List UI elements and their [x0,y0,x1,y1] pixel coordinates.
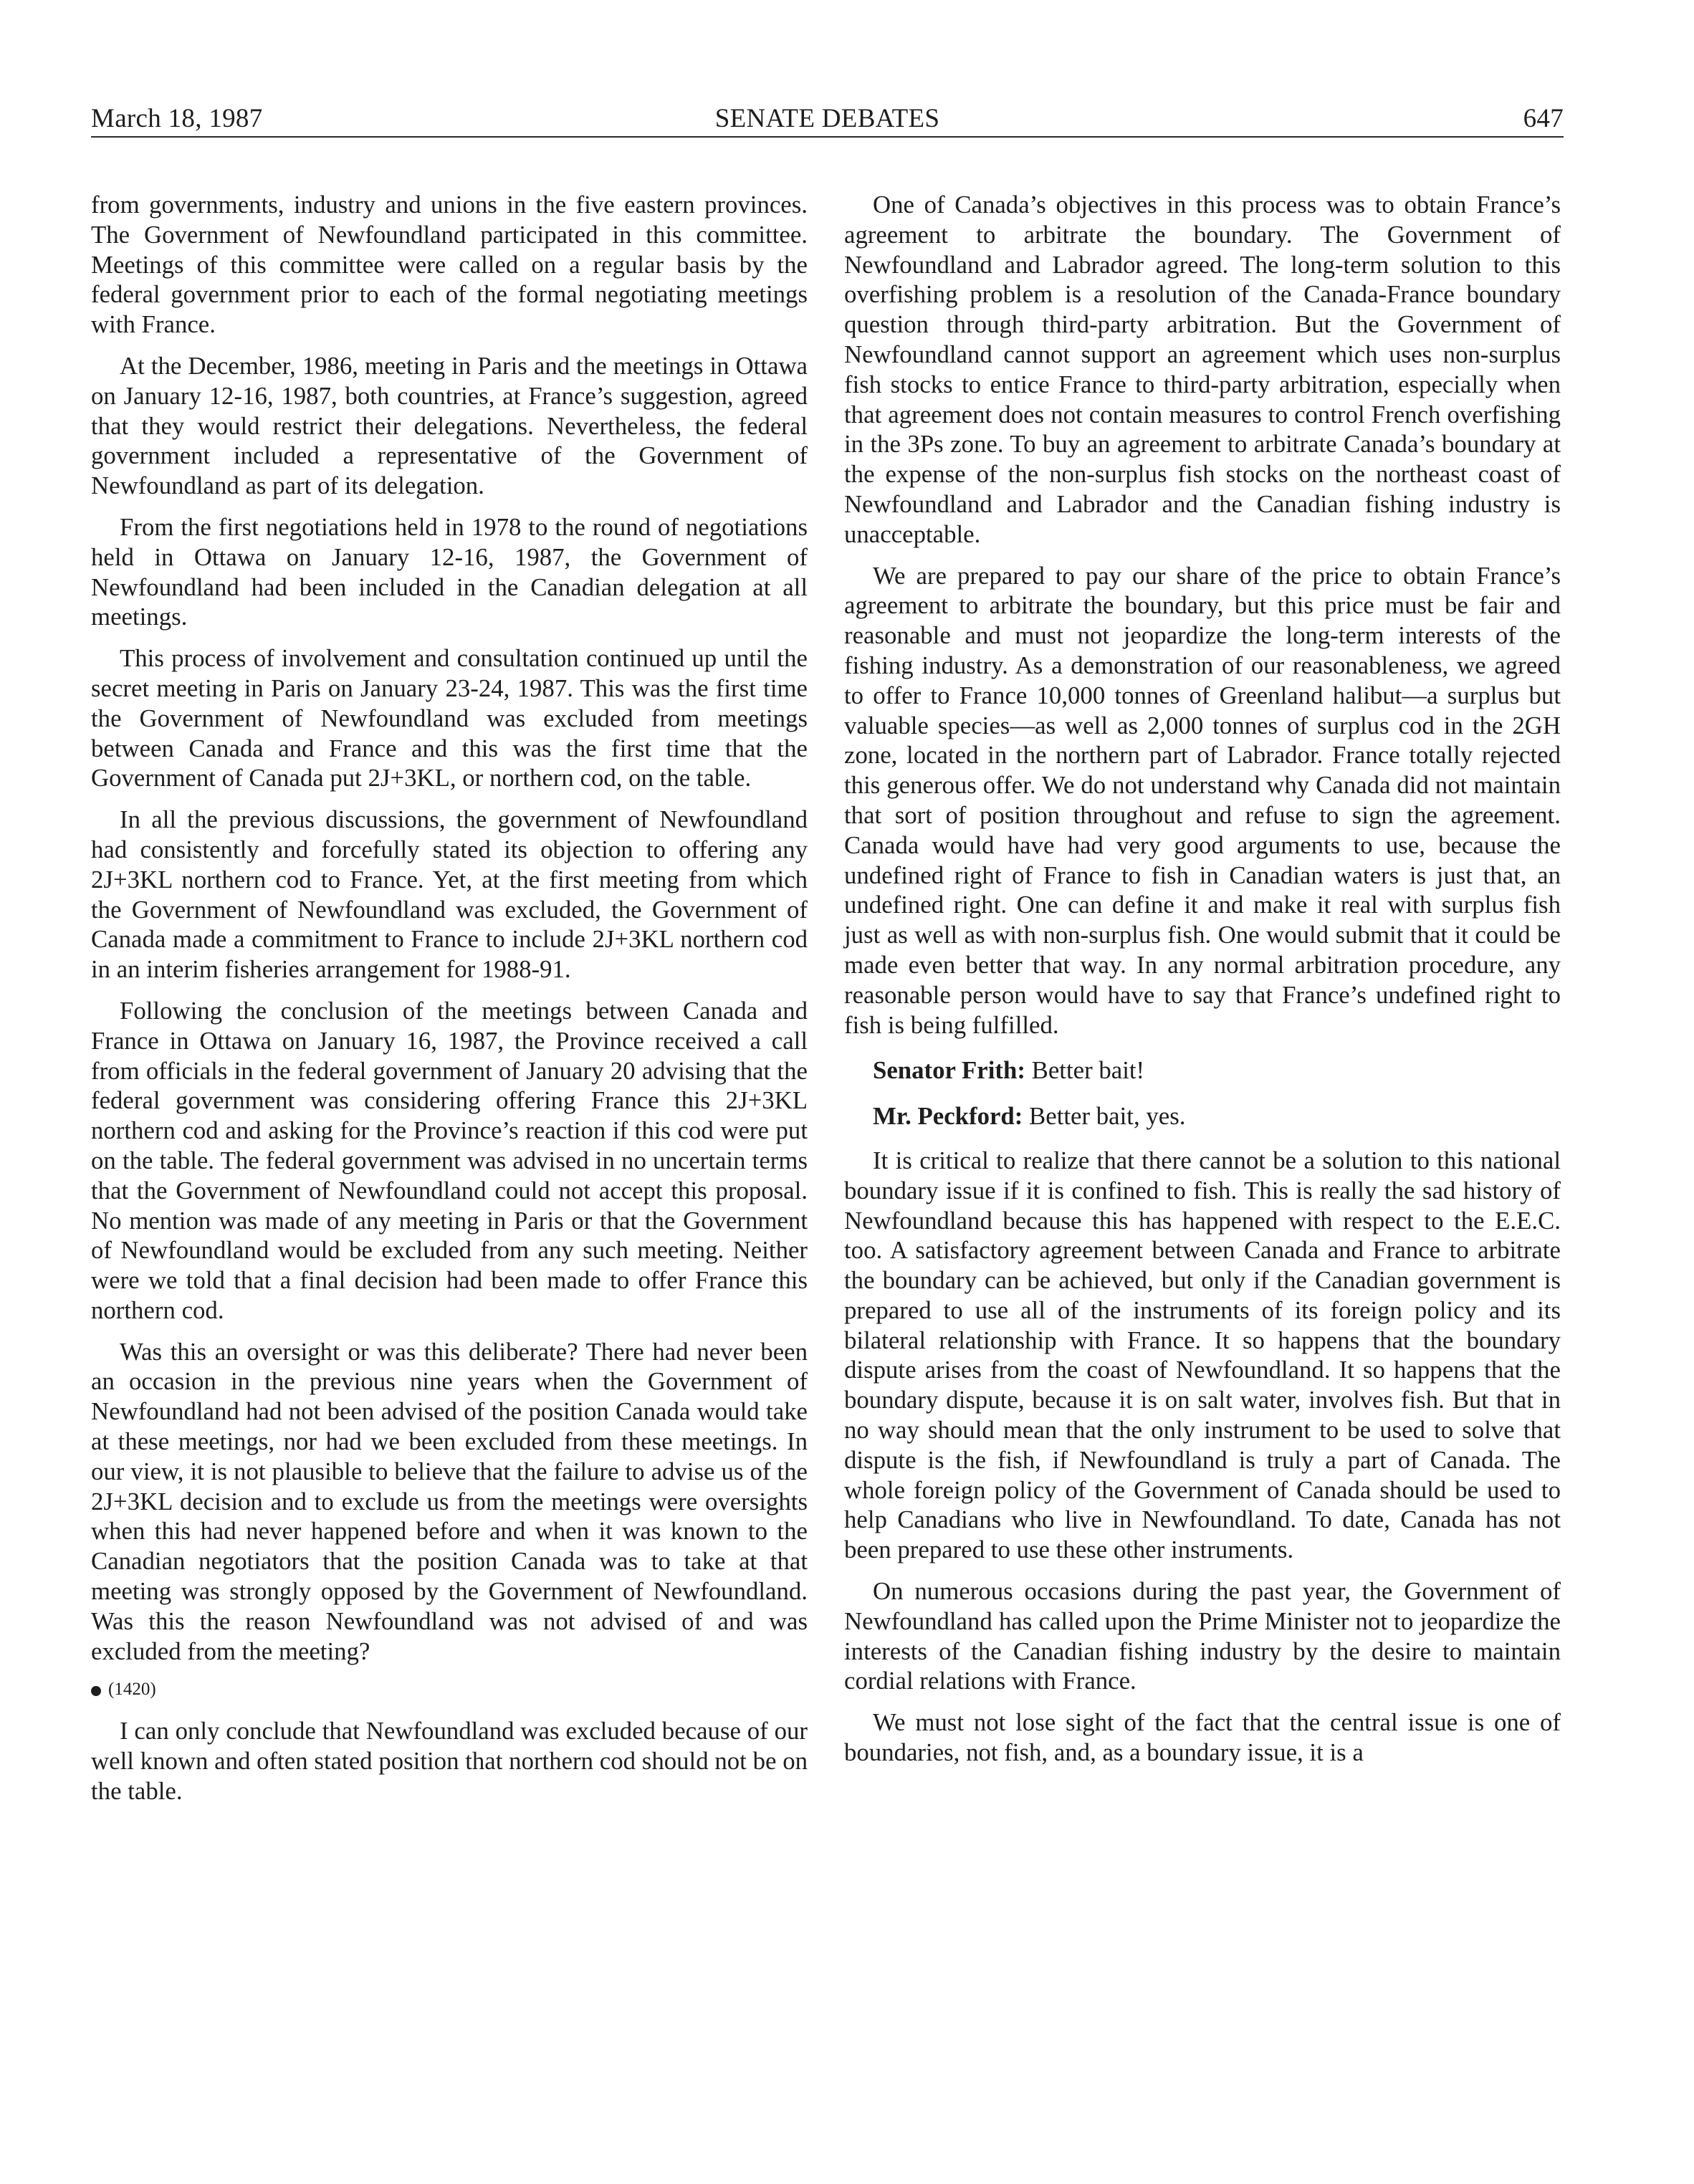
paragraph: Following the conclusion of the meetings between Canada and France in Ottawa on January 16, 1987, the Province received a call from officials in the federal government of January 20 advising that the federal government was considering offering France this 2J+3KL northern cod and asking for the Province’s reaction if this cod were put on the table. The federal government was advised in no uncertain terms that the Government of Newfoundland could not accept this proposal. No mention was made of any meeting in Paris or that the Government of Newfoundland would be excluded from any such meeting. Neither were we told that a final decision had been made to offer France this northern cod. [91,996,808,1324]
paragraph: One of Canada’s objectives in this process was to obtain France’s agreement to arbitrate the boundary. The Government of Newfoundland and Labrador agreed. The long-term solution to this overfishing problem is a resolution of the Canada-France boundary question through third-party arbitration. But the Government of Newfoundland cannot support an agreement which uses non-surplus fish stocks to entice France to third-party arbitration, especially when that agreement does not contain measures to control French overfishing in the 3Ps zone. To buy an agreement to arbitrate Canada’s boundary at the expense of the non-surplus fish stocks on the northeast coast of Newfoundland and Labrador and the Canadian fishing industry is unacceptable. [844,191,1561,548]
paragraph: Was this an oversight or was this deliberate? There had never been an occasion in the previous nine years when the Government of Newfoundland had not been advised of the position Canada would take at these meetings, nor had we been excluded from these meetings. In our view, it is not plausible to believe that the failure to advise us of the 2J+3KL decision and to exclude us from the meetings were oversights when this had never happened before and when it was known to the Canadian negotiators that the position Canada was to take at that meeting was strongly opposed by the Government of Newfoundland. Was this the reason Newfoundland was not advised of and was excluded from the meeting? [91,1337,808,1665]
right-column [844,190,1561,1779]
paragraph: We must not lose sight of the fact that the central issue is one of boundaries, not fish, and, as a boundary issue, it is a [844,1708,1561,1767]
paragraph: At the December, 1986, meeting in Paris and the meetings in Ottawa on January 12-16, 1987, both countries, at France’s suggestion, agreed that they would restrict their delegations. Nevertheless, the federal government included a representative of the Government of Newfoundland as part of its delegation. [91,351,808,500]
paragraph: We are prepared to pay our share of the price to obtain France’s agreement to arbitrate the boundary, but this price must be fair and reasonable and must not jeopardize the long-term interests of the fishing industry. As a demonstration of our reasonableness, we agreed to offer to France 10,000 tonnes of Greenland halibut—a surplus but valuable species—as well as 2,000 tonnes of surplus cod in the 2GH zone, located in the northern part of Labrador. France totally rejected this generous offer. We do not understand why Canada did not maintain that sort of position throughout and refuse to sign the agreement. Canada would have had very good arguments to use, because the undefined right of France to fish in Canadian waters is just that, an undefined right. One can define it and make it real with surplus fish just as well as with non-surplus fish. One would submit that it could be made even better that way. In any normal arbitration procedure, any reasonable person would have to say that France’s undefined right to fish is being fulfilled. [844,561,1561,1039]
speech-text: Better bait, yes. [1023,1102,1186,1131]
header-rule [91,136,1564,138]
left-column [91,190,808,1818]
page-header [91,100,1564,140]
header-publication-title: SENATE DEBATES [714,104,940,133]
time-marker [91,1679,808,1700]
paragraph: From the first negotiations held in 1978 to the round of negotiations held in Ottawa on January 12-16, 1987, the Government of Newfoundland had been included in the Canadian delegation at all meetings. [91,512,808,631]
paragraph: In all the previous discussions, the government of Newfoundland had consistently and forcefully stated its objection to offering any 2J+3KL northern cod to France. Yet, at the first meeting from which the Government of Newfoundland was excluded, the Government of Canada made a commitment to France to include 2J+3KL northern cod in an interim fisheries arrangement for 1988-91. [91,805,808,984]
header-page-number: 647 [1523,104,1564,133]
paragraph: On numerous occasions during the past year, the Government of Newfoundland has called upon the Prime Minister not to jeopardize the interests of the Canadian fishing industry by the desire to maintain cordial relations with France. [844,1577,1561,1695]
speaker-name: Mr. Peckford: [873,1102,1023,1131]
speech-line [844,1101,1561,1131]
paragraph: It is critical to realize that there cannot be a solution to this national boundary issue if it is confined to fish. This is really the sad history of Newfoundland because this has happened with respect to the E.E.C. too. A satisfactory agreement between Canada and France to arbitrate the boundary can be achieved, but only if the Canadian government is prepared to use all of the instruments of its foreign policy and its bilateral relationship with France. It so happens that the boundary dispute arises from the coast of Newfoundland. It so happens that the boundary dispute, because it is on salt water, involves fish. But that in no way should mean that the only instrument to be used to solve that dispute is the fish, if Newfoundland is truly a part of Canada. The whole foreign policy of the Government of Canada should be used to help Canadians who live in Newfoundland. To date, Canada has not been prepared to use these other instruments. [844,1146,1561,1564]
paragraph: This process of involvement and consultation continued up until the secret meeting in Paris on January 23-24, 1987. This was the first time the Government of Newfoundland was excluded from meetings between Canada and France and this was the first time that the Government of Canada put 2J+3KL, or northern cod, on the table. [91,644,808,792]
speech-text: Better bait! [1025,1056,1145,1085]
time-marker-label: (1420) [108,1680,156,1700]
paragraph: I can only conclude that Newfoundland was excluded because of our well known and often stated position that northern cod should not be on the table. [91,1717,808,1806]
paragraph: from governments, industry and unions in the five eastern provinces. The Government of Newfoundland participated in this committee. Meetings of this committee were called on a regular basis by the federal government prior to each of the formal negotiating meetings with France. [91,191,808,339]
speech-line [844,1055,1561,1086]
header-date: March 18, 1987 [91,104,263,133]
bullet-icon [91,1686,101,1696]
speaker-name: Senator Frith: [873,1056,1025,1085]
